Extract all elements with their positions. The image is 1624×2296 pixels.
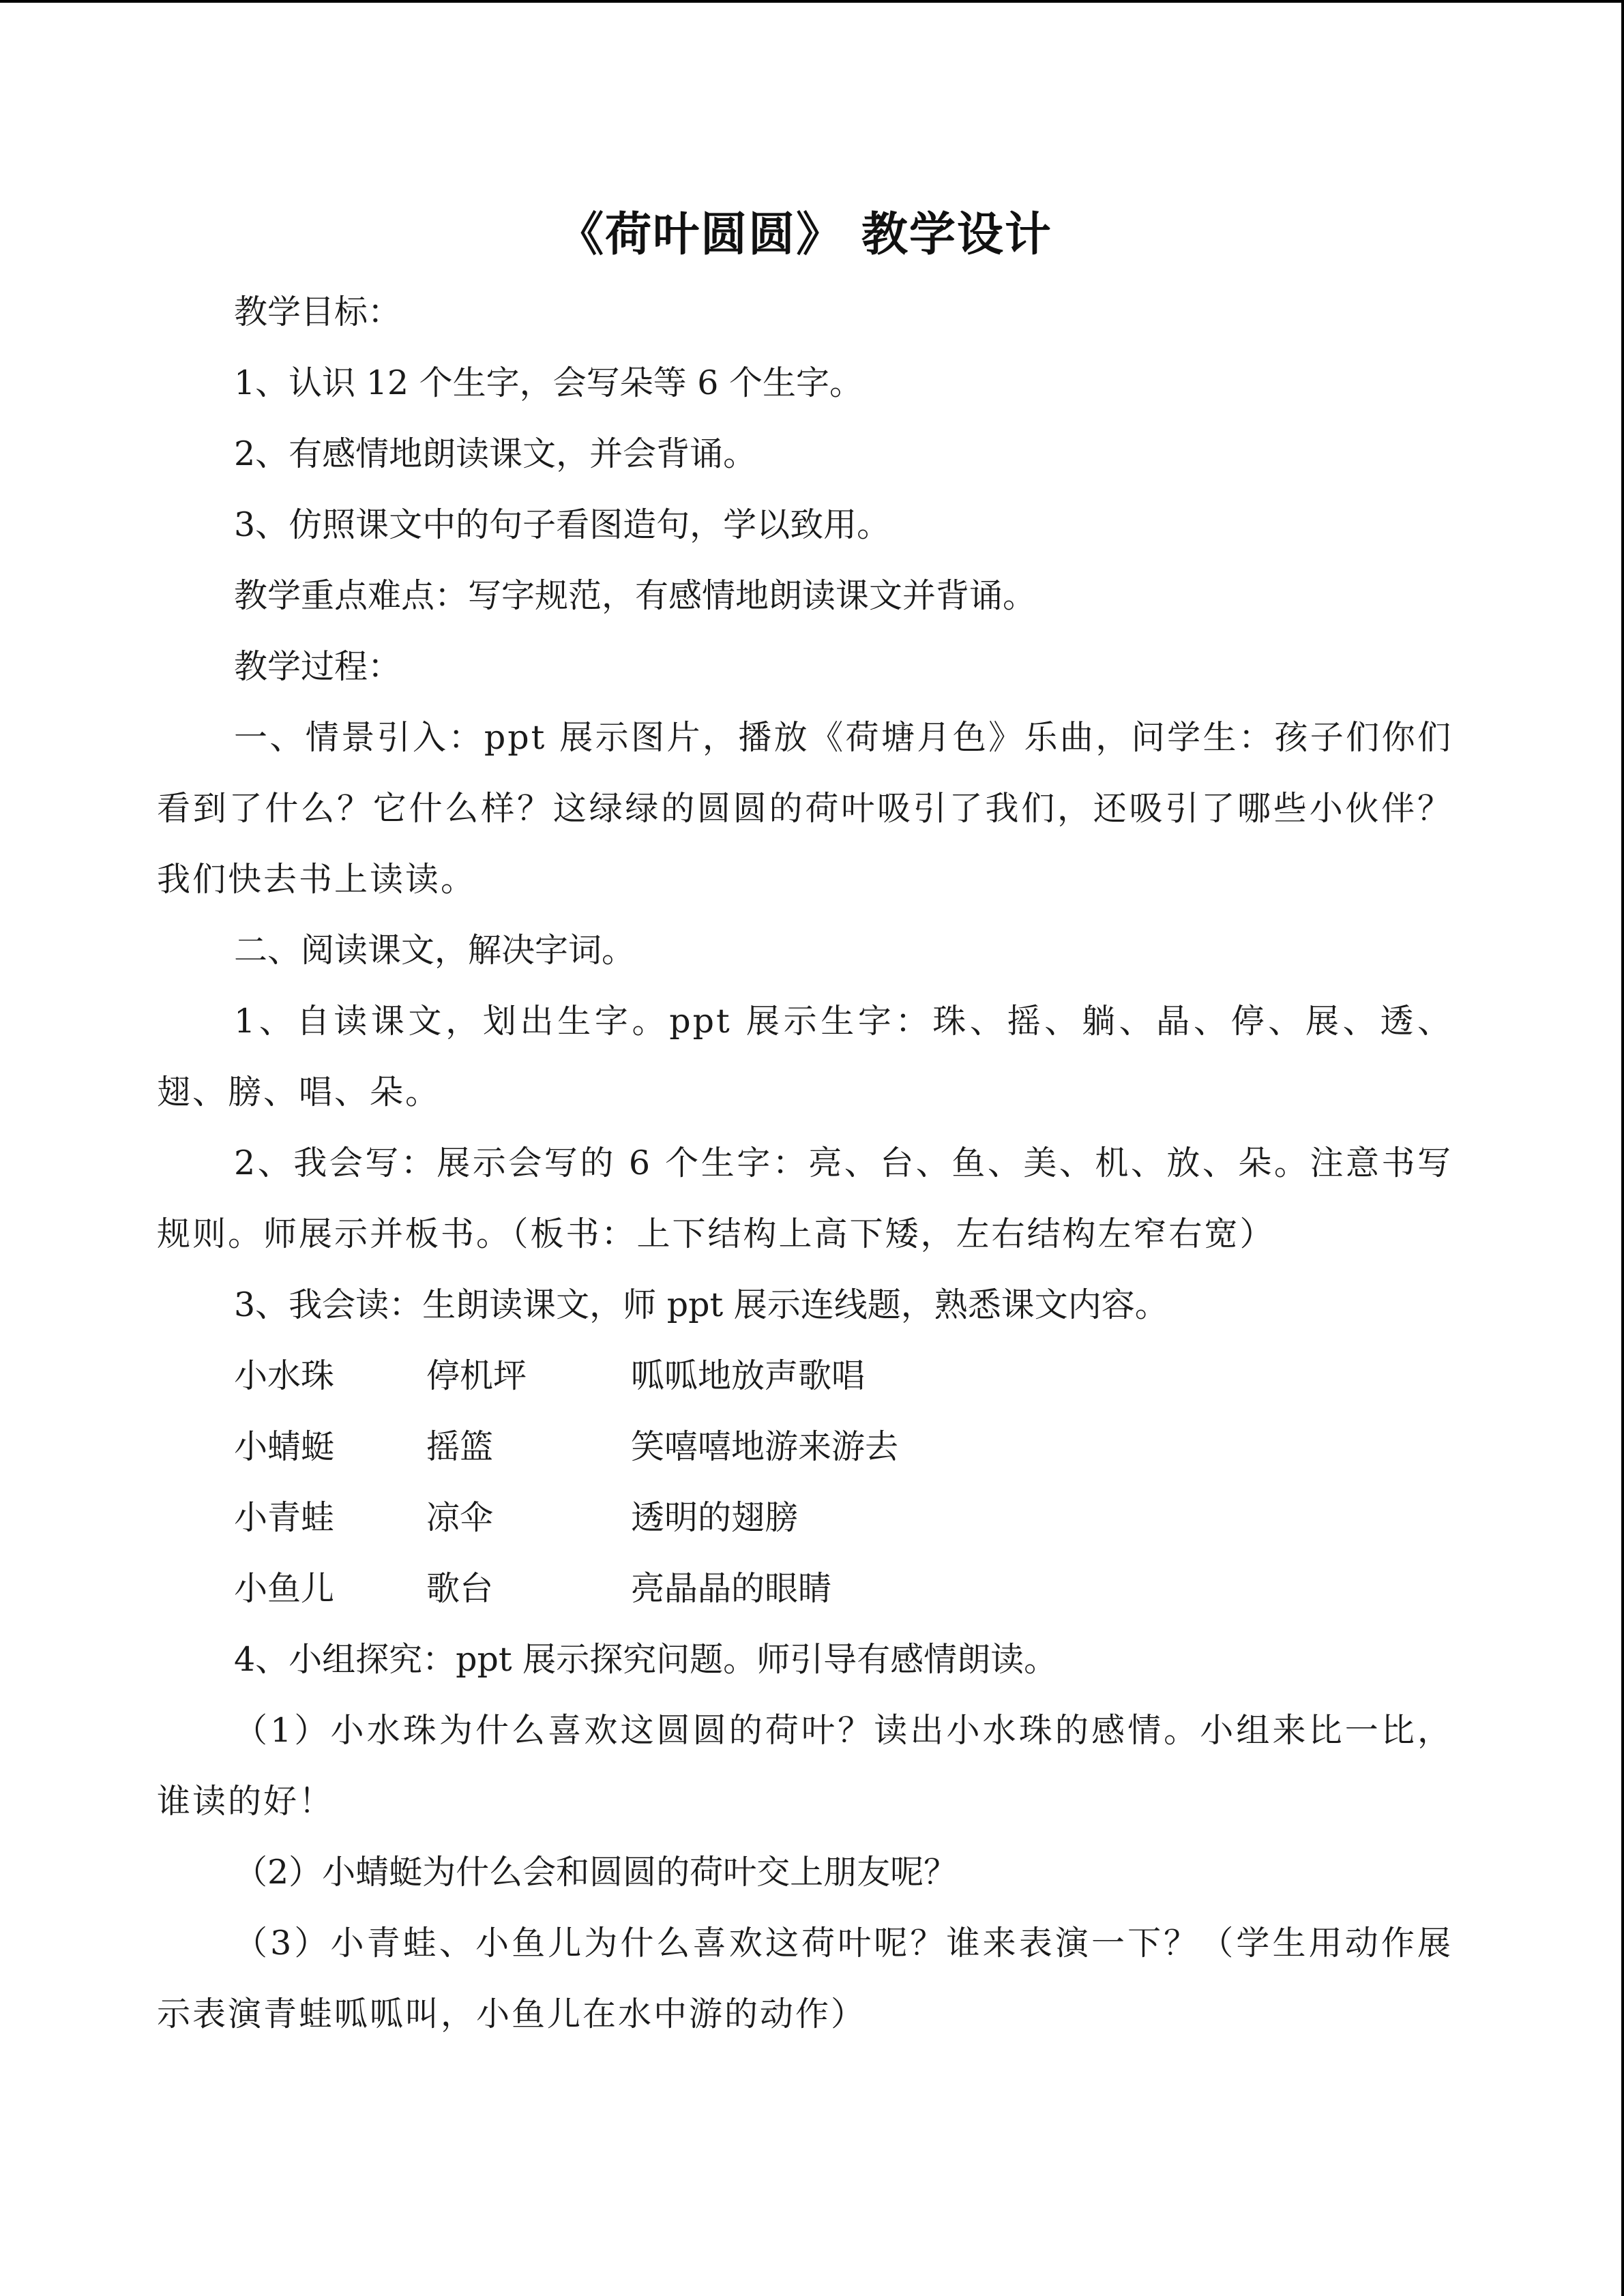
table-cell: 停机坪 (426, 1356, 527, 1395)
table-cell: 小鱼儿 (234, 1569, 335, 1608)
step-2-paragraph: 2、我会写：展示会写的 6 个生字：亮、台、鱼、美、机、放、朵。注意书写规则。师展示并板书。（板书：上下结构上高下矮，左右结构左窄右宽） (157, 1144, 1453, 1253)
process-heading: 教学过程： (234, 647, 402, 686)
table-cell: 小青蛙 (234, 1498, 335, 1537)
table-row (157, 1482, 1453, 1553)
table-cell: 呱呱地放声歌唱 (631, 1356, 866, 1395)
table-cell: 摇篮 (426, 1427, 494, 1466)
goal-item: 3、仿照课文中的句子看图造句，学以致用。 (234, 505, 891, 544)
section-1-paragraph: 一、情景引入：ppt 展示图片，播放《荷塘月色》乐曲，问学生：孩子们你们看到了什么？它什么样？这绿绿的圆圆的荷叶吸引了我们，还吸引了哪些小伙伴？我们快去书上读读。 (157, 718, 1453, 899)
table-cell: 小蜻蜓 (234, 1427, 335, 1466)
step-3-paragraph: 3、我会读：生朗读课文，师 ppt 展示连线题，熟悉课文内容。 (234, 1285, 1168, 1324)
question-1: （1）小水珠为什么喜欢这圆圆的荷叶？读出小水珠的感情。小组来比一比，谁读的好！ (157, 1711, 1453, 1821)
table-row (157, 1412, 1453, 1482)
table-cell: 凉伞 (426, 1498, 494, 1537)
goal-item: 2、有感情地朗读课文，并会背诵。 (234, 434, 757, 473)
goals-heading: 教学目标： (234, 293, 402, 331)
page-top-border (0, 0, 1624, 3)
table-cell: 小水珠 (234, 1356, 335, 1395)
table-cell: 透明的翅膀 (631, 1498, 799, 1537)
match-table (157, 1341, 1453, 1624)
question-2: （2）小蜻蜓为什么会和圆圆的荷叶交上朋友呢？ (234, 1853, 958, 1892)
step-4-paragraph: 4、小组探究：ppt 展示探究问题。师引导有感情朗读。 (234, 1640, 1058, 1679)
step-1-paragraph: 1、自读课文，划出生字。ppt 展示生字：珠、摇、躺、晶、停、展、透、翅、膀、唱、朵。 (157, 1002, 1453, 1112)
key-points: 教学重点难点：写字规范，有感情地朗读课文并背诵。 (234, 576, 1037, 615)
table-row (157, 1341, 1453, 1412)
table-cell: 歌台 (426, 1569, 494, 1608)
table-cell: 亮晶晶的眼睛 (631, 1569, 832, 1608)
document-body (157, 205, 1453, 2050)
goal-item: 1、认识 12 个生字，会写朵等 6 个生字。 (234, 363, 863, 402)
table-row (157, 1553, 1453, 1624)
document-title: 《荷叶圆圆》 教学设计 (557, 208, 1052, 262)
table-cell: 笑嘻嘻地游来游去 (631, 1427, 899, 1466)
page-right-border (1621, 0, 1624, 2296)
section-2-heading: 二、阅读课文，解决字词。 (234, 931, 636, 970)
question-3: （3）小青蛙、小鱼儿为什么喜欢这荷叶呢？谁来表演一下？（学生用动作展示表演青蛙呱呱叫，小鱼儿在水中游的动作） (157, 1924, 1453, 2033)
